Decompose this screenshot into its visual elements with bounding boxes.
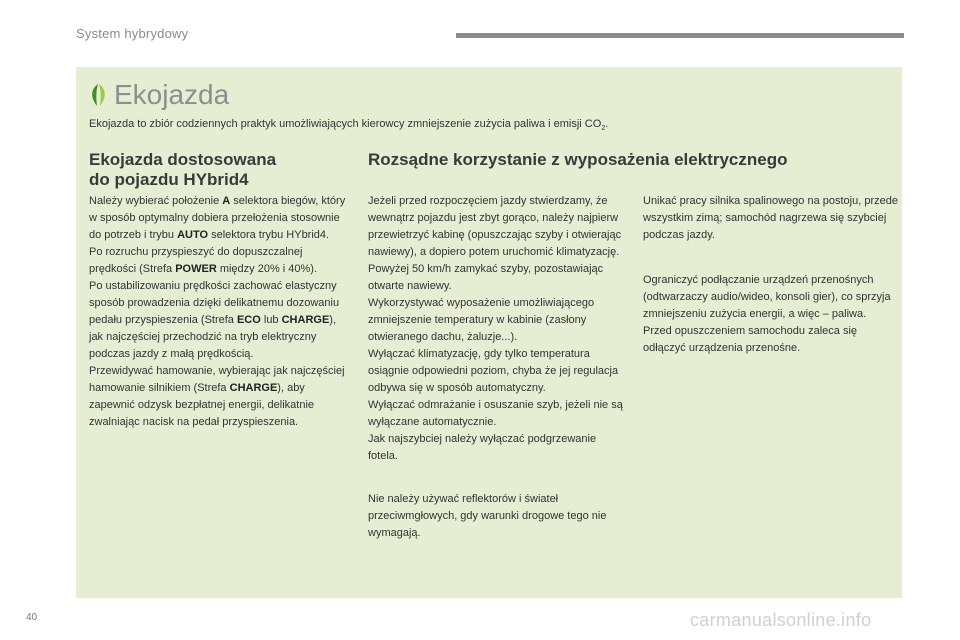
text: selektora trybu HYbrid4. [208, 229, 330, 241]
text: lub [260, 314, 282, 326]
right-p1: Unikać pracy silnika spalinowego na postoju, przede wszystkim zimą; samochód nagrzewa się szybciej podczas jazdy. [643, 195, 898, 241]
left-heading [89, 150, 349, 190]
intro-main: Ekojazda to zbiór codziennych praktyk umożliwiających kierowcy zmniejszenie zużycia paliwa i emisji CO [89, 118, 602, 130]
mid-p7: Nie należy używać reflektorów i świateł przeciwmgłowych, gdy warunki drogowe tego nie wymagają. [368, 493, 607, 539]
mid-p4: Wyłączać klimatyzację, gdy tylko temperatura osiągnie odpowiedni poziom, chyba że jej regulacja odbywa się w sposób automatyczny. [368, 348, 619, 394]
leaf-icon [88, 82, 108, 108]
bold-term: POWER [175, 263, 217, 275]
mid-p3: Wykorzystywać wyposażenie umożliwiającego zmniejszenie temperatury w kabinie (zasłony otwieranego dachu, żaluzje...). [368, 297, 595, 343]
text: ), aby zapewnić odzysk bezpłatnej energii, delikatnie zwalniając nacisk na pedał przyspieszenia. [89, 382, 315, 428]
watermark-link[interactable]: carmanualsonline.info [690, 610, 872, 630]
left-column [89, 193, 351, 431]
header-bar [456, 33, 904, 38]
bold-term: CHARGE [281, 314, 330, 326]
left-p3 [89, 278, 351, 363]
left-p4 [89, 363, 351, 431]
right-column [643, 193, 898, 244]
text: między 20% i 40%). [216, 263, 318, 275]
text: Po ustabilizowaniu prędkości zachować elastyczny sposób prowadzenia dzięki delikatnemu dozowaniu pedału przyspieszenia (Strefa [89, 280, 340, 326]
bold-term: AUTO [177, 229, 209, 241]
left-heading-line1: Ekojazda dostosowana [89, 150, 277, 169]
text: Przewidywać hamowanie, wybierając jak najczęściej hamowanie silnikiem (Strefa [89, 365, 345, 394]
mid-p6: Jak najszybciej należy wyłączać podgrzewanie fotela. [368, 433, 597, 462]
right-p2: Ograniczyć podłączanie urządzeń przenośnych (odtwarzaczy audio/wideo, konsoli gier), co sprzyja zmniejszeniu zużycia energii, a więc – paliwa. [643, 274, 891, 320]
left-heading-line2: do pojazdu HYbrid4 [89, 170, 249, 189]
intro-paragraph [89, 116, 629, 137]
mid-p1: Jeżeli przed rozpoczęciem jazdy stwierdzamy, że wewnątrz pojazdu jest zbyt gorąco, należy najpierw przewietrzyć kabinę (opuszczając szyby i otwierając nawiewy), a dopiero potem uruchomić klimatyzację. [368, 195, 622, 258]
text: Po rozruchu przyspieszyć do dopuszczalnej prędkości (Strefa [89, 246, 303, 275]
middle-column [368, 193, 626, 465]
text: Należy wybierać położenie [89, 195, 223, 207]
right-heading: Rozsądne korzystanie z wyposażenia elektrycznego [368, 150, 788, 169]
left-p2 [89, 244, 351, 278]
page-number: 40 [26, 612, 38, 623]
bold-term: ECO [236, 314, 261, 326]
middle-column-bottom [368, 491, 626, 542]
text: selektora biegów, który w sposób optymalny dobiera przełożenia stosownie do potrzeb i trybu [89, 195, 346, 241]
section-title-text: Ekojazda [114, 79, 230, 110]
intro-subscript: 2 [601, 125, 606, 133]
mid-p2: Powyżej 50 km/h zamykać szyby, pozostawiając otwarte nawiewy. [368, 263, 604, 292]
mid-p5: Wyłączać odmrażanie i osuszanie szyb, jeżeli nie są wyłączane automatycznie. [368, 399, 623, 428]
section-title [88, 78, 229, 112]
right-p3: Przed opuszczeniem samochodu zaleca się odłączyć urządzenia przenośne. [643, 325, 858, 354]
right-column-lower [643, 272, 898, 357]
left-p1 [89, 193, 351, 244]
bold-term: A [222, 195, 231, 207]
intro-end: . [605, 118, 609, 130]
header-title: System hybrydowy [76, 26, 189, 41]
text: ), jak najczęściej przechodzić na tryb elektryczny podczas jazdy z małą prędkością. [89, 314, 337, 360]
bold-term: CHARGE [229, 382, 278, 394]
